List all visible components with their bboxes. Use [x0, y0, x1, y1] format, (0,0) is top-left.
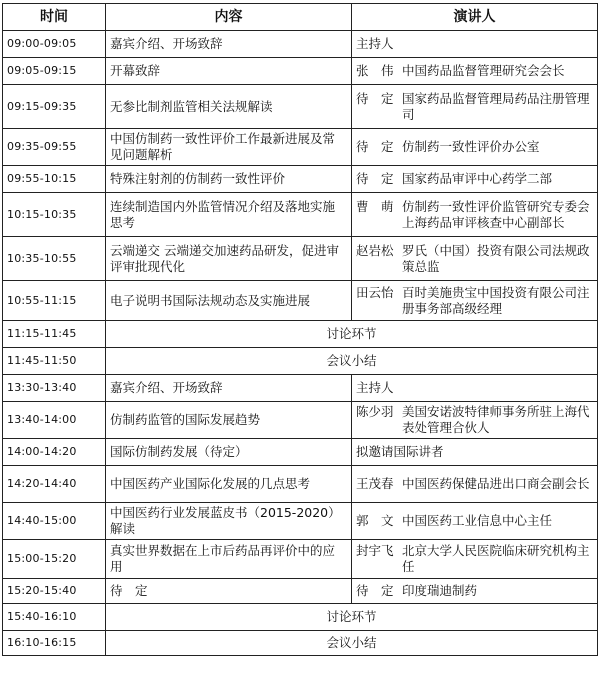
time-cell: 11:45-11:50 — [3, 348, 106, 375]
speaker-name: 郭 文 — [356, 513, 394, 528]
speaker-name: 拟邀请国际讲者 — [356, 444, 444, 459]
content-cell: 中国医药行业发展蓝皮书（2015-2020）解读 — [106, 503, 352, 540]
agenda-row — [3, 402, 598, 439]
speaker-role: 罗氏（中国）投资有限公司法规政策总监 — [402, 242, 590, 274]
content-cell: 嘉宾介绍、开场致辞 — [106, 375, 352, 402]
time-cell: 09:05-09:15 — [3, 58, 106, 85]
speaker-cell — [352, 540, 598, 579]
agenda-row — [3, 348, 598, 375]
agenda-row — [3, 540, 598, 579]
speaker-role: 中国医药保健品进出口商会副会长 — [402, 476, 590, 491]
time-cell: 15:20-15:40 — [3, 579, 106, 604]
speaker-wrap — [356, 285, 593, 317]
time-cell: 13:30-13:40 — [3, 375, 106, 402]
speaker-name: 待 定 — [356, 139, 394, 154]
speaker-cell — [352, 503, 598, 540]
speaker-name: 待 定 — [356, 171, 394, 186]
time-cell: 15:00-15:20 — [3, 540, 106, 579]
content-cell: 中国仿制药一致性评价工作最新进展及常见问题解析 — [106, 129, 352, 166]
content-cell: 仿制药监管的国际发展趋势 — [106, 402, 352, 439]
speaker-role: 美国安诺波特律师事务所驻上海代表处管理合伙人 — [402, 404, 590, 435]
session-label-cell: 讨论环节 — [106, 321, 598, 348]
agenda-row — [3, 466, 598, 503]
agenda-row — [3, 321, 598, 348]
speaker-name: 陈少羽 — [356, 404, 394, 419]
time-cell: 09:00-09:05 — [3, 31, 106, 58]
agenda-row — [3, 375, 598, 402]
time-cell: 14:20-14:40 — [3, 466, 106, 503]
speaker-name: 封宇飞 — [356, 543, 394, 558]
speaker-wrap — [356, 404, 593, 436]
content-cell: 嘉宾介绍、开场致辞 — [106, 31, 352, 58]
agenda-row — [3, 166, 598, 193]
speaker-name: 赵岩松 — [356, 242, 394, 258]
agenda-row — [3, 129, 598, 166]
agenda-row — [3, 503, 598, 540]
agenda-body — [3, 31, 598, 656]
speaker-role: 国家药品监督管理局药品注册管理司 — [402, 90, 590, 122]
speaker-role: 仿制药一致性评价办公室 — [402, 139, 540, 154]
speaker-wrap — [356, 171, 593, 187]
speaker-name: 主持人 — [356, 36, 394, 51]
speaker-role: 北京大学人民医院临床研究机构主任 — [402, 543, 590, 574]
agenda-row — [3, 604, 598, 631]
speaker-wrap — [356, 243, 593, 275]
session-label-cell: 会议小结 — [106, 631, 598, 656]
content-cell: 电子说明书国际法规动态及实施进展 — [106, 281, 352, 321]
speaker-role: 中国医药工业信息中心主任 — [402, 513, 553, 528]
header-time: 时间 — [3, 4, 106, 31]
speaker-name: 曹 萌 — [356, 198, 394, 214]
content-cell: 国际仿制药发展（待定） — [106, 439, 352, 466]
header-speaker: 演讲人 — [352, 4, 598, 31]
speaker-cell — [352, 129, 598, 166]
time-cell: 14:40-15:00 — [3, 503, 106, 540]
speaker-role: 中国药品监督管理研究会会长 — [402, 63, 565, 78]
time-cell: 14:00-14:20 — [3, 439, 106, 466]
speaker-cell — [352, 85, 598, 129]
speaker-cell — [352, 31, 598, 58]
content-cell: 特殊注射剂的仿制药一致性评价 — [106, 166, 352, 193]
content-cell: 待 定 — [106, 579, 352, 604]
header-row — [3, 4, 598, 31]
agenda-row — [3, 237, 598, 281]
speaker-cell — [352, 166, 598, 193]
speaker-name: 待 定 — [356, 90, 394, 106]
session-label-cell: 会议小结 — [106, 348, 598, 375]
speaker-cell — [352, 439, 598, 466]
speaker-wrap — [356, 63, 593, 79]
time-cell: 10:15-10:35 — [3, 193, 106, 237]
speaker-name: 待 定 — [356, 583, 394, 598]
agenda-table — [2, 3, 598, 656]
speaker-name: 王茂春 — [356, 476, 394, 491]
speaker-cell — [352, 375, 598, 402]
agenda-row — [3, 31, 598, 58]
speaker-wrap — [356, 476, 593, 492]
agenda-row — [3, 85, 598, 129]
time-cell: 09:55-10:15 — [3, 166, 106, 193]
time-cell: 09:15-09:35 — [3, 85, 106, 129]
speaker-cell — [352, 579, 598, 604]
speaker-name: 张 伟 — [356, 63, 394, 78]
time-cell: 09:35-09:55 — [3, 129, 106, 166]
speaker-name: 主持人 — [356, 380, 394, 395]
time-cell: 10:55-11:15 — [3, 281, 106, 321]
content-cell: 中国医药产业国际化发展的几点思考 — [106, 466, 352, 503]
speaker-cell — [352, 281, 598, 321]
agenda-row — [3, 58, 598, 85]
speaker-cell — [352, 58, 598, 85]
header-content: 内容 — [106, 4, 352, 31]
session-label-cell: 讨论环节 — [106, 604, 598, 631]
speaker-wrap — [356, 139, 593, 155]
speaker-wrap — [356, 513, 593, 529]
agenda-row — [3, 439, 598, 466]
content-cell: 云端递交 云端递交加速药品研发，促进审评审批现代化 — [106, 237, 352, 281]
speaker-wrap — [356, 199, 593, 231]
speaker-cell — [352, 466, 598, 503]
time-cell: 15:40-16:10 — [3, 604, 106, 631]
speaker-role: 印度瑞迪制药 — [402, 583, 478, 598]
speaker-wrap — [356, 543, 593, 575]
agenda-row — [3, 579, 598, 604]
agenda-row — [3, 631, 598, 656]
content-cell: 开幕致辞 — [106, 58, 352, 85]
speaker-name: 田云怡 — [356, 284, 394, 300]
content-cell: 真实世界数据在上市后药品再评价中的应用 — [106, 540, 352, 579]
agenda-row — [3, 193, 598, 237]
speaker-role: 国家药品审评中心药学二部 — [402, 171, 553, 186]
agenda-row — [3, 281, 598, 321]
speaker-wrap — [356, 583, 593, 599]
time-cell: 16:10-16:15 — [3, 631, 106, 656]
speaker-role: 百时美施贵宝中国投资有限公司注册事务部高级经理 — [402, 284, 590, 316]
speaker-cell — [352, 402, 598, 439]
speaker-role: 仿制药一致性评价监管研究专委会上海药品审评核查中心副部长 — [402, 198, 590, 230]
time-cell: 13:40-14:00 — [3, 402, 106, 439]
content-cell: 连续制造国内外监管情况介绍及落地实施思考 — [106, 193, 352, 237]
speaker-cell — [352, 193, 598, 237]
time-cell: 10:35-10:55 — [3, 237, 106, 281]
speaker-cell — [352, 237, 598, 281]
time-cell: 11:15-11:45 — [3, 321, 106, 348]
speaker-wrap — [356, 91, 593, 123]
content-cell: 无参比制剂监管相关法规解读 — [106, 85, 352, 129]
